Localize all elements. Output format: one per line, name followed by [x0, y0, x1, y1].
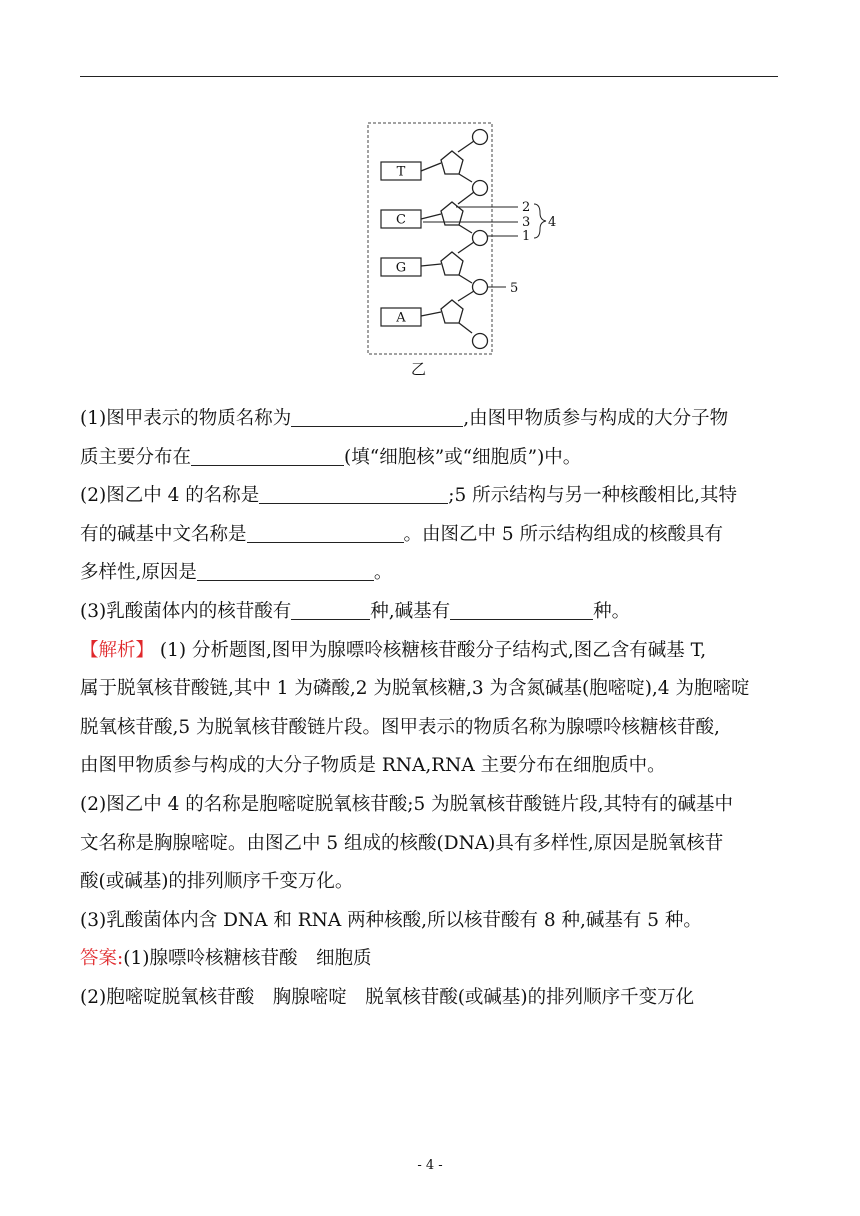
q3-line — [80, 593, 778, 632]
label-4: 4 — [548, 215, 557, 230]
q1-blank-2 — [191, 443, 344, 466]
q2-text-f: 。 — [373, 562, 393, 584]
q3-text-c: 种。 — [593, 600, 631, 622]
phosphate-circle — [473, 181, 488, 196]
analysis-line-1 — [80, 632, 778, 671]
base-label-a: A — [396, 310, 406, 326]
nucleotide-3 — [421, 231, 488, 284]
nucleotide-1 — [421, 130, 488, 183]
nucleotide-4 — [421, 280, 488, 349]
q3-text-a: (3)乳酸菌体内的核苷酸有 — [80, 600, 292, 622]
base-label-c: C — [396, 212, 406, 228]
phosphate-circle — [473, 280, 488, 295]
analysis-line-4: 由图甲物质参与构成的大分子物质是 RNA,RNA 主要分布在细胞质中。 — [80, 755, 666, 777]
base-label-t: T — [396, 164, 406, 180]
document-body — [80, 400, 778, 1018]
q1-text-c: 质主要分布在 — [80, 446, 192, 468]
q3-blank-1 — [291, 597, 370, 620]
deoxyribose-pentagon — [441, 300, 463, 323]
figure-dashed-frame — [368, 123, 492, 354]
q3-blank-2 — [450, 597, 593, 620]
q2-blank-1 — [259, 481, 448, 504]
analysis-tag: 【解析】 — [80, 639, 155, 661]
analysis-line-2: 属于脱氧核苷酸链,其中 1 为磷酸,2 为脱氧核糖,3 为含氮碱基(胞嘧啶),4 为胞嘧啶 — [80, 678, 750, 700]
q1-line-1 — [80, 400, 778, 439]
label-2: 2 — [522, 200, 531, 215]
q2-blank-2 — [247, 520, 404, 543]
q2-text-c: 有的碱基中文名称是 — [80, 523, 247, 545]
answer-line-2: (2)胞嘧啶脱氧核苷酸 胸腺嘧啶 脱氧核苷酸(或碱基)的排列顺序千变万化 — [80, 986, 695, 1008]
q2-blank-3 — [197, 558, 374, 581]
label-5: 5 — [510, 281, 519, 296]
figure-caption: 乙 — [411, 360, 427, 378]
phosphate-circle — [473, 130, 488, 145]
analysis-line-7: 酸(或碱基)的排列顺序千变万化。 — [80, 871, 354, 893]
label-3: 3 — [522, 215, 531, 230]
base-label-g: G — [395, 260, 407, 276]
q2-text-b: ;5 所示结构与另一种核酸相比,其特 — [448, 485, 738, 507]
answer-line-1 — [80, 940, 778, 979]
phosphate-circle — [473, 334, 488, 349]
q1-line-2 — [80, 439, 778, 478]
page-number: - 4 - — [417, 1158, 443, 1173]
phosphate-circle — [473, 231, 488, 246]
q2-text-a: (2)图乙中 4 的名称是 — [80, 485, 260, 507]
header-rule — [80, 76, 778, 77]
analysis-text-1: (1) 分析题图,图甲为腺嘌呤核糖核苷酸分子结构式,图乙含有碱基 T, — [154, 639, 707, 661]
q2-line-2 — [80, 516, 778, 555]
q1-text-b: ,由图甲物质参与构成的大分子物 — [463, 408, 729, 429]
analysis-line-6: 文名称是胸腺嘧啶。由图乙中 5 组成的核酸(DNA)具有多样性,原因是脱氧核苷 — [80, 832, 724, 854]
analysis-line-3: 脱氧核苷酸,5 为脱氧核苷酸链片段。图甲表示的物质名称为腺嘌呤核糖核苷酸, — [80, 716, 720, 738]
q1-text-d: (填“细胞核”或“细胞质”)中。 — [344, 446, 582, 468]
deoxyribose-pentagon — [441, 252, 463, 275]
answer-text-1: (1)腺嘌呤核糖核苷酸 细胞质 — [123, 948, 372, 970]
dna-strand-figure — [360, 118, 560, 380]
deoxyribose-pentagon — [441, 151, 463, 174]
answer-tag: 答案: — [80, 948, 124, 970]
label-1: 1 — [522, 229, 531, 244]
q3-text-b: 种,碱基有 — [370, 600, 451, 622]
q1-blank-1 — [291, 404, 463, 427]
q1-text-a: (1)图甲表示的物质名称为 — [80, 408, 292, 429]
q2-text-e: 多样性,原因是 — [80, 562, 197, 584]
analysis-line-5: (2)图乙中 4 的名称是胞嘧啶脱氧核苷酸;5 为脱氧核苷酸链片段,其特有的碱基中 — [80, 793, 734, 815]
q2-line-3 — [80, 554, 778, 593]
q2-text-d: 。由图乙中 5 所示结构组成的核酸具有 — [403, 523, 724, 545]
analysis-line-8: (3)乳酸菌体内含 DNA 和 RNA 两种核酸,所以核苷酸有 8 种,碱基有 5 种。 — [80, 909, 702, 931]
q2-line-1 — [80, 477, 778, 516]
